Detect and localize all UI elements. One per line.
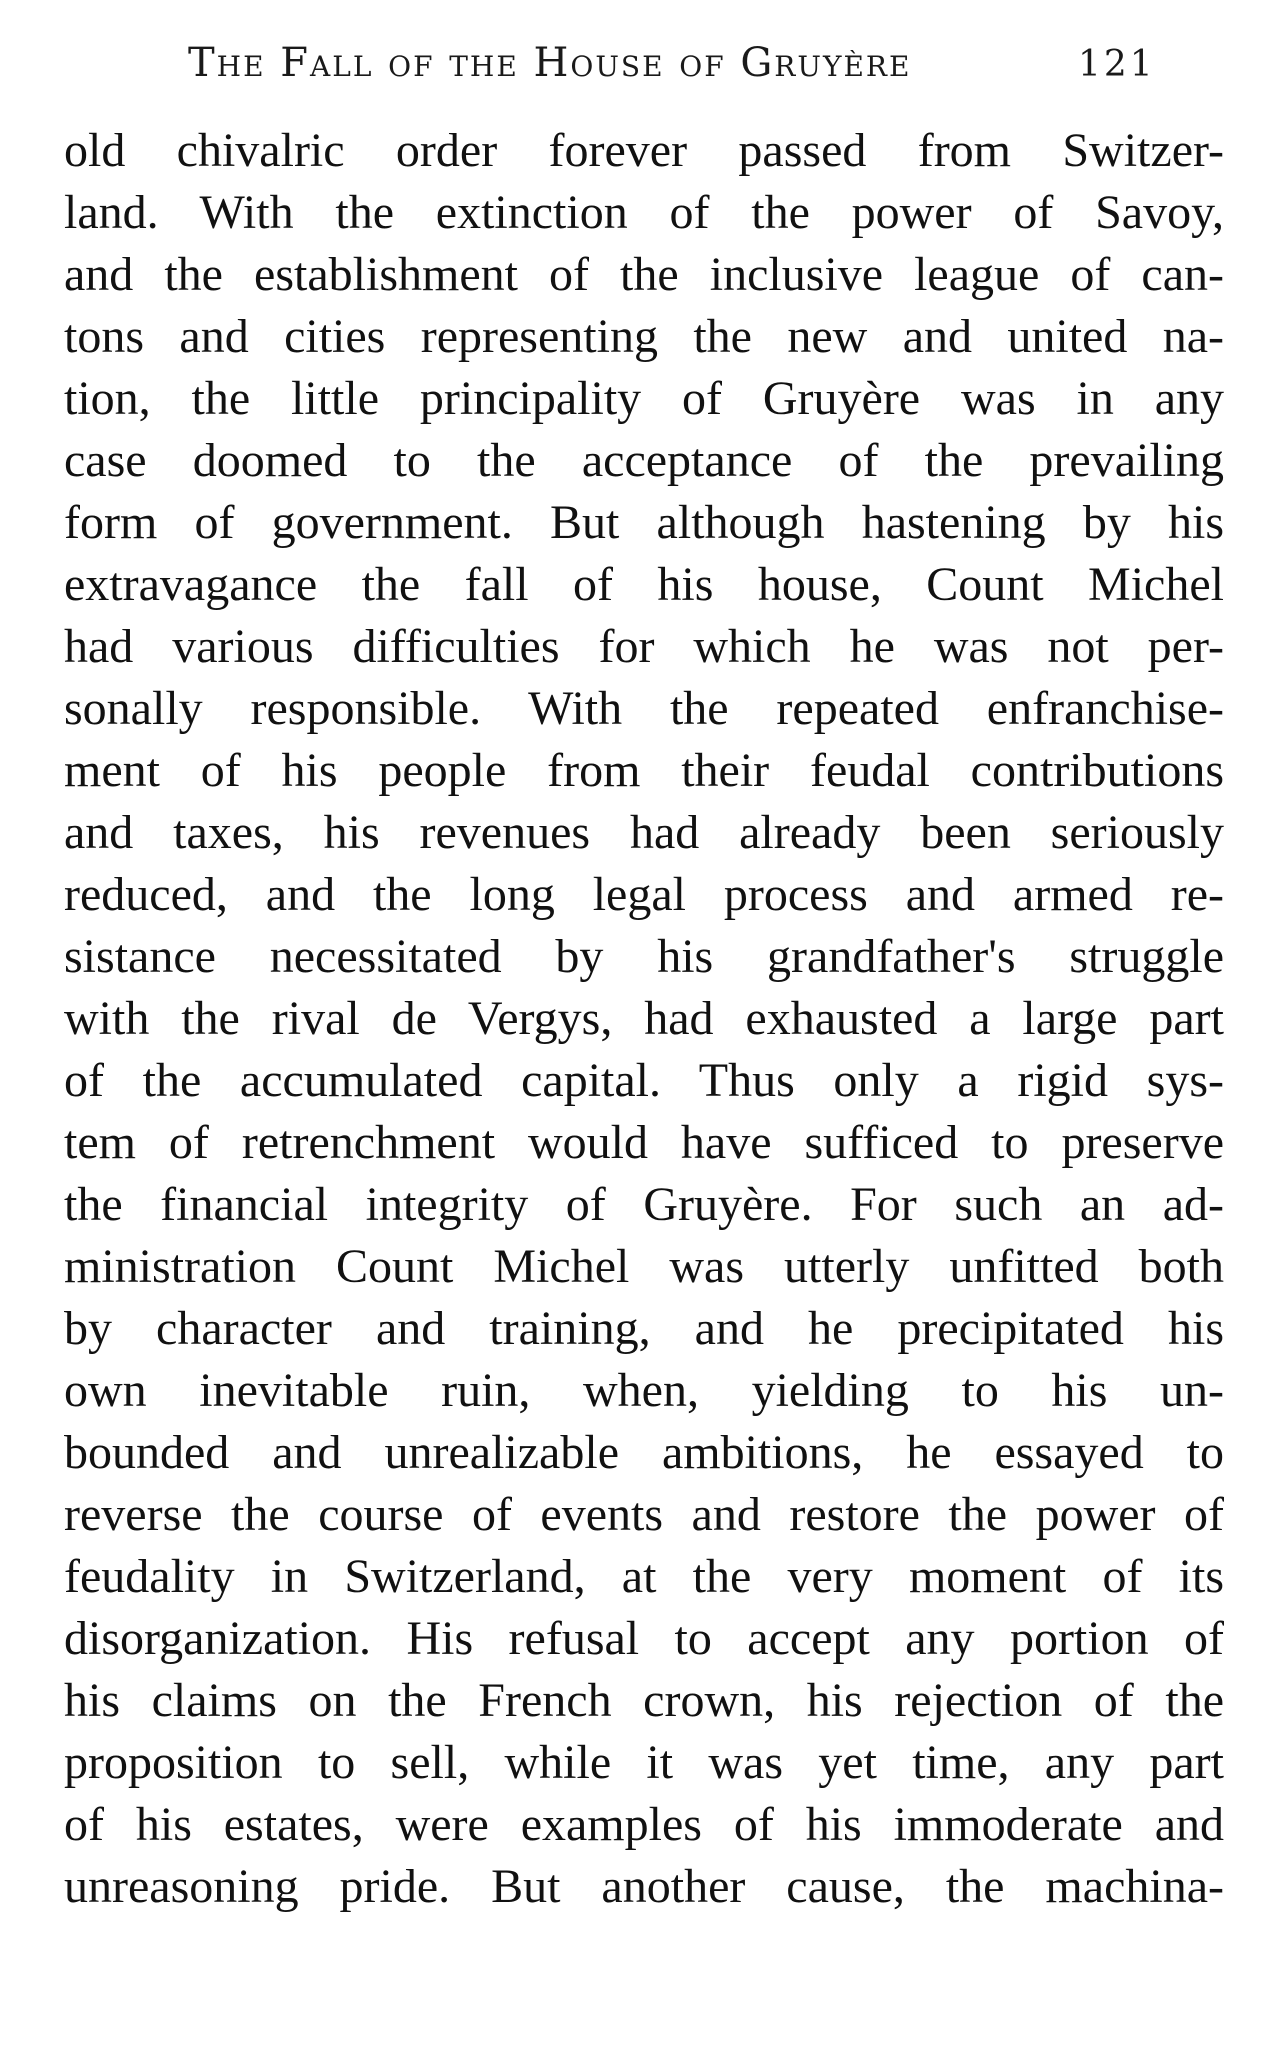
text-line: form of government. But although hastening by his bbox=[64, 496, 1224, 549]
text-line: land. With the extinction of the power of Savoy, bbox=[64, 186, 1224, 239]
text-line: tem of retrenchment would have sufficed to preserve bbox=[64, 1116, 1224, 1169]
text-line: feudality in Switzerland, at the very moment of its bbox=[64, 1550, 1224, 1603]
text-line: reverse the course of events and restore the power of bbox=[64, 1488, 1224, 1541]
text-line: reduced, and the long legal process and armed re- bbox=[64, 868, 1224, 921]
text-line: extravagance the fall of his house, Count Michel bbox=[64, 558, 1224, 611]
page-number: 121 bbox=[1078, 44, 1156, 85]
text-line: had various difficulties for which he was not per- bbox=[64, 620, 1224, 673]
text-line: by character and training, and he precipitated his bbox=[64, 1302, 1224, 1355]
text-line: old chivalric order forever passed from Switzer- bbox=[64, 124, 1224, 177]
text-line: ment of his people from their feudal contributions bbox=[64, 744, 1224, 797]
running-title: The Fall of the House of Gruyère bbox=[188, 40, 912, 86]
text-line: with the rival de Vergys, had exhausted a large part bbox=[64, 992, 1224, 1045]
text-line: unreasoning pride. But another cause, the machina- bbox=[64, 1860, 1224, 1913]
text-line: proposition to sell, while it was yet time, any part bbox=[64, 1736, 1224, 1789]
text-line: sistance necessitated by his grandfather's struggle bbox=[64, 930, 1224, 983]
text-line: sonally responsible. With the repeated enfranchise- bbox=[64, 682, 1224, 735]
text-line: own inevitable ruin, when, yielding to his un- bbox=[64, 1364, 1224, 1417]
text-line: case doomed to the acceptance of the prevailing bbox=[64, 434, 1224, 487]
text-line: the financial integrity of Gruyère. For such an ad- bbox=[64, 1178, 1224, 1231]
text-line: tion, the little principality of Gruyère was in any bbox=[64, 372, 1224, 425]
running-head bbox=[188, 40, 1188, 100]
text-line: tons and cities representing the new and united na- bbox=[64, 310, 1224, 363]
text-line: ministration Count Michel was utterly unfitted both bbox=[64, 1240, 1224, 1293]
text-line: and the establishment of the inclusive league of can- bbox=[64, 248, 1224, 301]
text-line: disorganization. His refusal to accept any portion of bbox=[64, 1612, 1224, 1665]
text-line: of the accumulated capital. Thus only a rigid sys- bbox=[64, 1054, 1224, 1107]
text-line: bounded and unrealizable ambitions, he essayed to bbox=[64, 1426, 1224, 1479]
text-line: his claims on the French crown, his rejection of the bbox=[64, 1674, 1224, 1727]
text-line: and taxes, his revenues had already been seriously bbox=[64, 806, 1224, 859]
text-line: of his estates, were examples of his immoderate and bbox=[64, 1798, 1224, 1851]
body-paragraph bbox=[64, 120, 1224, 1918]
